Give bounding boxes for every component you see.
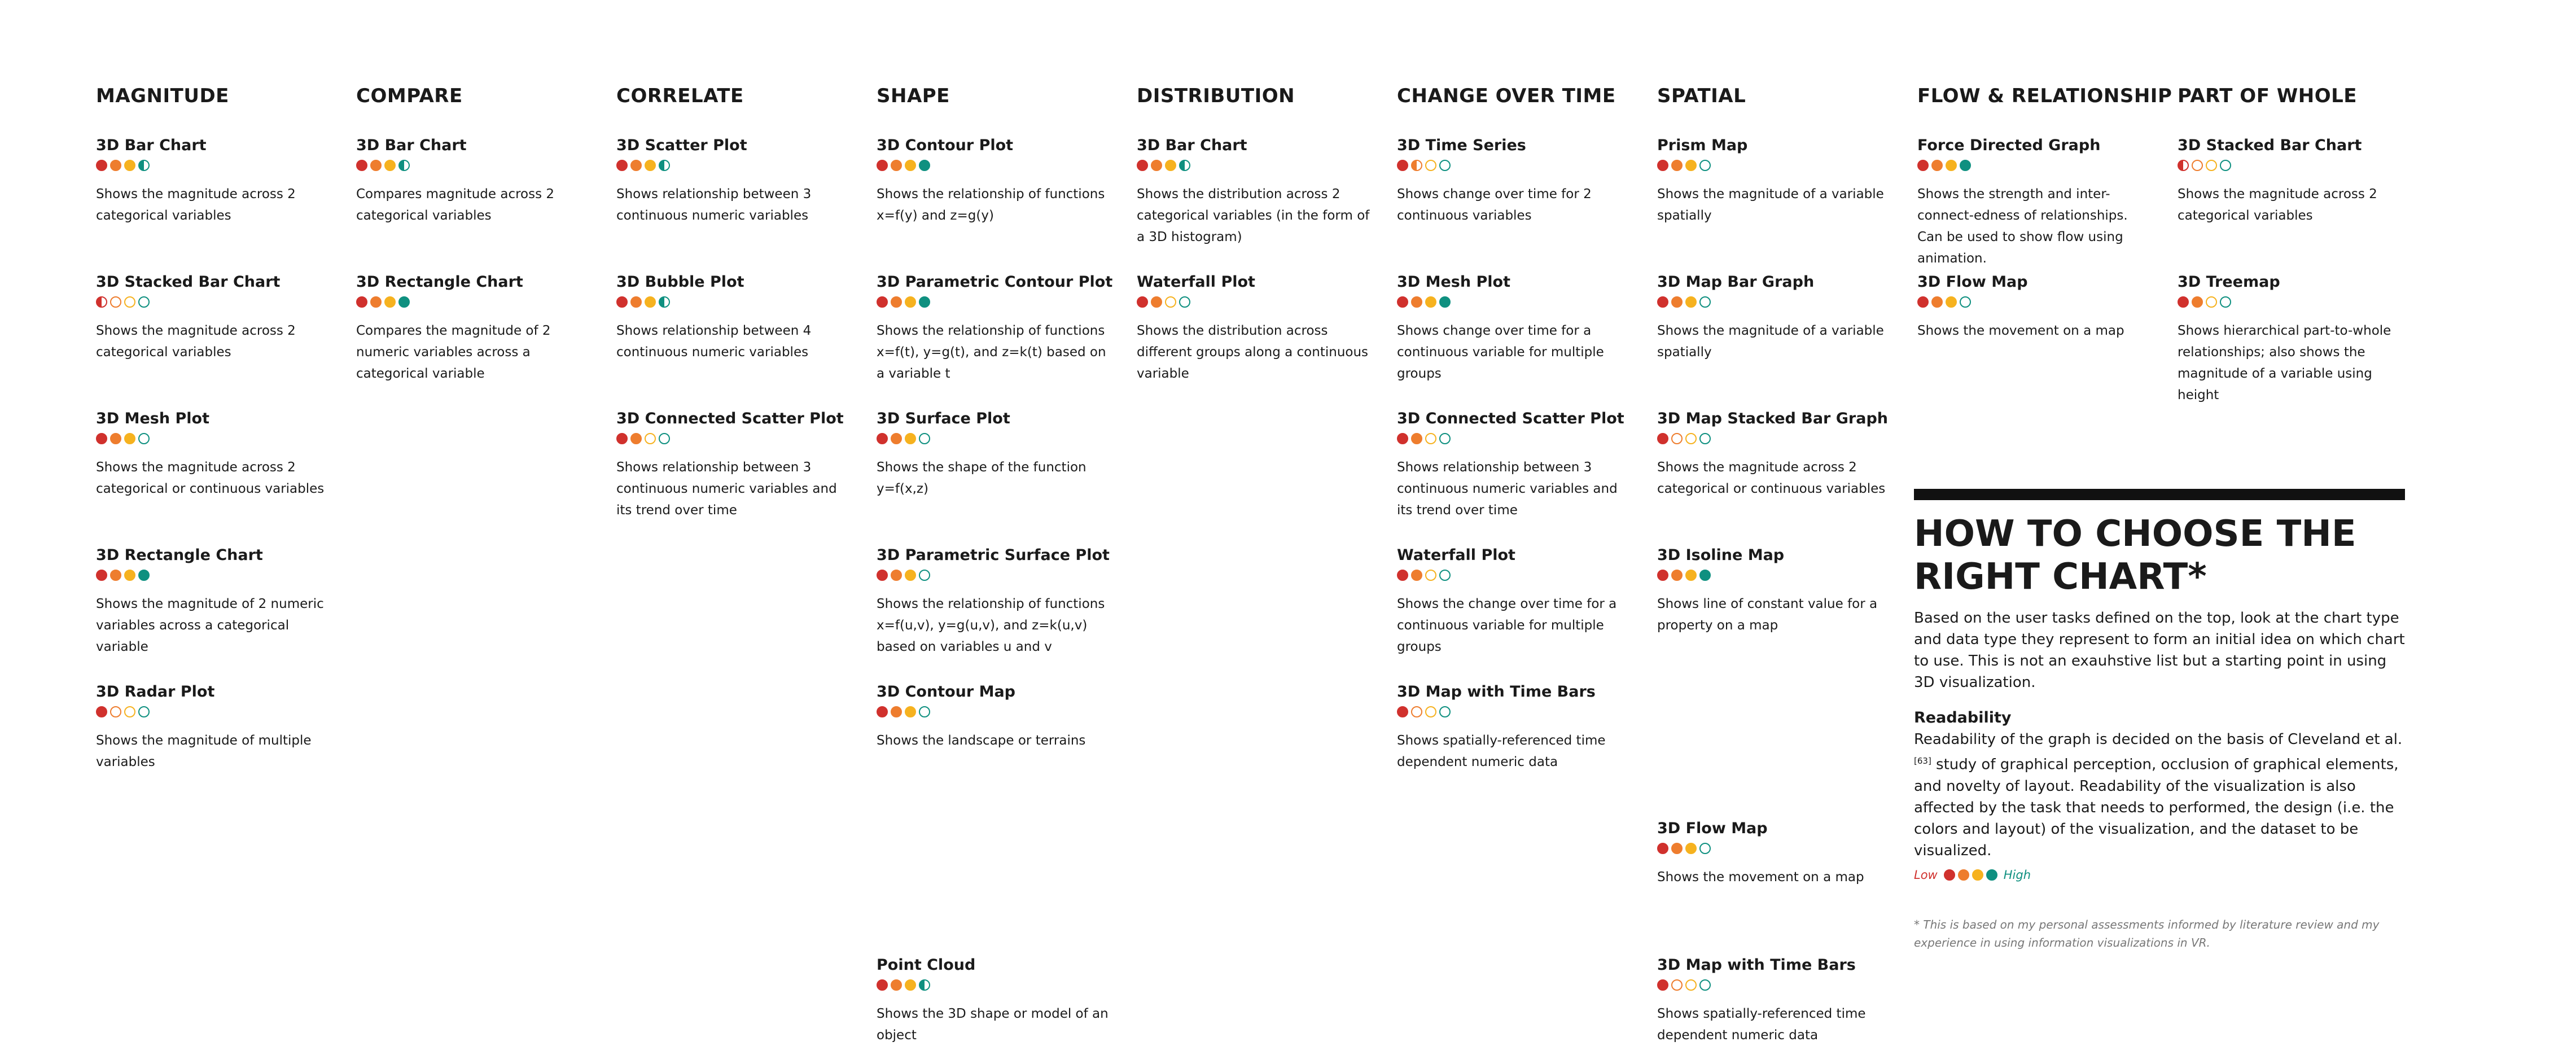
readability-rating xyxy=(1657,296,1894,309)
chart-item xyxy=(1397,410,1634,521)
chart-item-title: 3D Map with Time Bars xyxy=(1397,683,1596,701)
rating-dot-full-red xyxy=(96,433,107,444)
rating-dot-full-yellow xyxy=(1946,296,1957,308)
rating-dot-empty-yellow xyxy=(1685,979,1697,991)
rating-dot-empty-green xyxy=(1439,433,1451,444)
rating-dot-empty-yellow xyxy=(1165,296,1176,308)
rating-dot-full-orange xyxy=(1931,296,1943,308)
chart-item-title: 3D Time Series xyxy=(1397,137,1526,154)
chart-item xyxy=(96,683,333,773)
readability-rating xyxy=(96,160,333,172)
rating-dot-full-red xyxy=(96,160,107,171)
rating-dot-full-orange xyxy=(1671,570,1683,581)
chart-item-title: 3D Stacked Bar Chart xyxy=(2178,137,2362,154)
readability-rating xyxy=(1657,843,1894,855)
rating-dot-half-red xyxy=(2178,160,2189,171)
chart-item-title: Waterfall Plot xyxy=(1397,546,1515,564)
chart-item xyxy=(1397,546,1634,658)
chart-item-description: Shows the magnitude of 2 numeric variables across a categorical variable xyxy=(96,597,324,654)
chart-item-title: 3D Bar Chart xyxy=(1137,137,1247,154)
rating-dot-full-orange xyxy=(630,296,642,308)
chart-item-title: Point Cloud xyxy=(877,956,976,974)
column-title: FLOW & RELATIONSHIP xyxy=(1917,85,2172,107)
chart-item-title: 3D Map with Time Bars xyxy=(1657,956,1856,974)
rating-dot-empty-green xyxy=(1699,160,1711,171)
chart-item-title: 3D Parametric Contour Plot xyxy=(877,273,1113,291)
divider-bar xyxy=(1914,489,2405,500)
rating-dot-full-orange xyxy=(1411,570,1422,581)
rating-dot-full-orange xyxy=(1671,296,1683,308)
rating-dot-full-yellow xyxy=(905,296,916,308)
rating-dot-full-green xyxy=(1960,160,1971,171)
readability-rating xyxy=(1917,296,2154,309)
chart-item-description: Shows hierarchical part-to-whole relationships; also shows the magnitude of a variable using height xyxy=(2178,323,2391,402)
chart-item-title: 3D Parametric Surface Plot xyxy=(877,546,1110,564)
rating-dot-empty-yellow xyxy=(2206,160,2217,171)
chart-item xyxy=(1657,820,1894,888)
rating-dot-full-red xyxy=(1917,296,1929,308)
chart-item xyxy=(1137,273,1374,384)
rating-dot-empty-green xyxy=(919,706,930,717)
chart-item xyxy=(1657,410,1894,500)
rating-dot-full-green xyxy=(1439,296,1451,308)
rating-dot-empty-yellow xyxy=(1425,160,1436,171)
rating-dot-full-red xyxy=(96,570,107,581)
column-title: SHAPE xyxy=(877,85,950,107)
rating-dot-full-orange xyxy=(110,570,121,581)
readability-reference: [63] xyxy=(1914,756,1931,766)
chart-item-title: 3D Mesh Plot xyxy=(1397,273,1510,291)
legend-dot-orange xyxy=(1958,869,1969,881)
chart-item-title: 3D Bubble Plot xyxy=(616,273,744,291)
rating-dot-full-red xyxy=(1657,979,1668,991)
rating-dot-full-yellow xyxy=(905,160,916,171)
rating-dot-full-yellow xyxy=(124,570,135,581)
rating-dot-full-red xyxy=(877,433,888,444)
rating-dot-full-orange xyxy=(630,433,642,444)
rating-dot-full-red xyxy=(356,296,367,308)
rating-dot-empty-green xyxy=(919,570,930,581)
readability-rating xyxy=(877,296,1114,309)
chart-item xyxy=(96,546,333,658)
rating-dot-full-yellow xyxy=(905,706,916,717)
rating-dot-empty-green xyxy=(138,296,150,308)
chart-item-description: Compares magnitude across 2 categorical variables xyxy=(356,187,555,223)
rating-dot-full-yellow xyxy=(124,433,135,444)
readability-rating xyxy=(877,979,1114,992)
chart-item-description: Shows the magnitude across 2 categorical or continuous variables xyxy=(96,460,325,496)
howto-title: HOW TO CHOOSE THE RIGHT CHART* xyxy=(1914,513,2356,598)
chart-item xyxy=(2178,137,2415,226)
chart-item-description: Shows relationship between 3 continuous numeric variables and its trend over time xyxy=(616,460,837,518)
rating-dot-full-orange xyxy=(1671,843,1683,854)
readability-rating xyxy=(1657,433,1894,445)
chart-item xyxy=(2178,273,2415,406)
rating-dot-full-red xyxy=(877,296,888,308)
readability-rating xyxy=(1397,160,1634,172)
chart-item-description: Shows relationship between 3 continuous numeric variables and its trend over time xyxy=(1397,460,1618,518)
column-title: MAGNITUDE xyxy=(96,85,229,107)
readability-rating xyxy=(96,570,333,582)
chart-item xyxy=(877,683,1114,751)
chart-item-description: Compares the magnitude of 2 numeric variables across a categorical variable xyxy=(356,323,551,381)
readability-rating xyxy=(616,160,853,172)
rating-dot-full-yellow xyxy=(645,296,656,308)
chart-item-description: Shows line of constant value for a property on a map xyxy=(1657,597,1878,633)
chart-item xyxy=(877,137,1114,226)
chart-item-title: 3D Isoline Map xyxy=(1657,546,1785,564)
rating-dot-full-red xyxy=(1397,570,1408,581)
rating-dot-full-green xyxy=(919,160,930,171)
how-to-panel xyxy=(1914,489,2405,952)
rating-dot-empty-orange xyxy=(1671,433,1683,444)
chart-item-title: Waterfall Plot xyxy=(1137,273,1255,291)
legend-dot-yellow xyxy=(1972,869,1983,881)
rating-dot-full-yellow xyxy=(1685,570,1697,581)
rating-dot-half-green xyxy=(659,160,670,171)
rating-dot-full-orange xyxy=(1411,296,1422,308)
rating-dot-full-red xyxy=(1397,296,1408,308)
rating-dot-empty-yellow xyxy=(645,433,656,444)
rating-dot-empty-green xyxy=(1439,570,1451,581)
chart-item-title: 3D Treemap xyxy=(2178,273,2280,291)
readability-title: Readability xyxy=(1914,709,2012,726)
chart-item-description: Shows spatially-referenced time dependent numeric data xyxy=(1397,733,1606,769)
rating-dot-full-red xyxy=(1397,706,1408,717)
readability-rating xyxy=(1397,433,1634,445)
chart-item-title: 3D Rectangle Chart xyxy=(356,273,523,291)
rating-dot-full-orange xyxy=(110,160,121,171)
rating-dot-empty-yellow xyxy=(124,296,135,308)
readability-rating xyxy=(2178,296,2415,309)
column-title: COMPARE xyxy=(356,85,463,107)
rating-dot-half-green xyxy=(659,296,670,308)
rating-dot-empty-green xyxy=(1960,296,1971,308)
chart-item-description: Shows the magnitude across 2 categorical variables xyxy=(96,187,296,223)
readability-text xyxy=(1914,729,2405,861)
chart-item-description: Shows the movement on a map xyxy=(1917,323,2124,338)
rating-dot-empty-green xyxy=(1699,296,1711,308)
column-title: SPATIAL xyxy=(1657,85,1746,107)
rating-dot-full-red xyxy=(1657,433,1668,444)
rating-dot-full-red xyxy=(356,160,367,171)
rating-dot-full-yellow xyxy=(905,570,916,581)
rating-dot-full-yellow xyxy=(1685,296,1697,308)
rating-dot-full-red xyxy=(616,160,628,171)
rating-dot-full-orange xyxy=(110,433,121,444)
rating-dot-empty-green xyxy=(1699,843,1711,854)
legend-low-label: Low xyxy=(1914,868,1938,882)
rating-dot-full-red xyxy=(2178,296,2189,308)
rating-dot-full-orange xyxy=(891,433,902,444)
rating-dot-full-red xyxy=(96,706,107,717)
rating-dot-full-orange xyxy=(370,296,382,308)
rating-dot-full-yellow xyxy=(905,979,916,991)
rating-dot-full-red xyxy=(877,706,888,717)
rating-dot-empty-green xyxy=(138,433,150,444)
column-title: CHANGE OVER TIME xyxy=(1397,85,1616,107)
chart-item-title: 3D Bar Chart xyxy=(96,137,207,154)
rating-dot-half-green xyxy=(919,979,930,991)
rating-dot-full-red xyxy=(1657,570,1668,581)
readability-rating xyxy=(1917,160,2154,172)
chart-item-description: Shows the distribution across 2 categorical variables (in the form of a 3D histogram) xyxy=(1137,187,1370,244)
readability-rating xyxy=(356,160,593,172)
rating-dot-full-orange xyxy=(891,160,902,171)
rating-dot-full-red xyxy=(1397,160,1408,171)
rating-dot-full-red xyxy=(877,979,888,991)
rating-dot-full-yellow xyxy=(1685,843,1697,854)
chart-item xyxy=(1397,137,1634,226)
rating-dot-full-yellow xyxy=(384,296,396,308)
rating-dot-full-yellow xyxy=(1425,296,1436,308)
rating-dot-full-green xyxy=(398,296,410,308)
readability-rating xyxy=(1657,160,1894,172)
rating-dot-full-red xyxy=(877,160,888,171)
footnote: * This is based on my personal assessments informed by literature review and my experience in using information visualizations in VR. xyxy=(1914,917,2380,949)
chart-item-description: Shows the strength and inter-connect-edness of relationships. Can be used to show flow using animation. xyxy=(1917,187,2128,266)
readability-rating xyxy=(356,296,593,309)
chart-item xyxy=(1137,137,1374,248)
rating-dot-empty-yellow xyxy=(124,706,135,717)
rating-dot-full-orange xyxy=(891,570,902,581)
chart-item-title: 3D Rectangle Chart xyxy=(96,546,263,564)
column-title: CORRELATE xyxy=(616,85,744,107)
rating-dot-full-red xyxy=(1657,843,1668,854)
rating-dot-full-yellow xyxy=(1946,160,1957,171)
chart-item-description: Shows the magnitude of a variable spatially xyxy=(1657,187,1884,223)
rating-dot-empty-green xyxy=(1179,296,1190,308)
chart-item-title: 3D Radar Plot xyxy=(96,683,215,701)
readability-rating xyxy=(877,160,1114,172)
chart-item-description: Shows the change over time for a continuous variable for multiple groups xyxy=(1397,597,1617,654)
chart-item-title: 3D Connected Scatter Plot xyxy=(616,410,844,427)
chart-item-description: Shows the magnitude of a variable spatially xyxy=(1657,323,1884,360)
rating-dot-full-orange xyxy=(1931,160,1943,171)
chart-item-title: 3D Contour Map xyxy=(877,683,1015,701)
chart-item xyxy=(877,273,1114,384)
readability-rating xyxy=(1397,570,1634,582)
rating-dot-empty-orange xyxy=(1671,979,1683,991)
rating-dot-full-yellow xyxy=(384,160,396,171)
chart-item-title: 3D Surface Plot xyxy=(877,410,1010,427)
rating-dot-empty-orange xyxy=(110,296,121,308)
chart-item xyxy=(356,273,593,384)
chart-item-description: Shows the magnitude of multiple variables xyxy=(96,733,312,769)
rating-dot-full-orange xyxy=(1151,296,1162,308)
chart-item-title: Force Directed Graph xyxy=(1917,137,2101,154)
rating-dot-full-red xyxy=(1397,433,1408,444)
chart-item-description: Shows the relationship of functions x=f(t), y=g(t), and z=k(t) based on a variable t xyxy=(877,323,1106,381)
rating-dot-empty-yellow xyxy=(1425,570,1436,581)
chart-item-title: 3D Flow Map xyxy=(1917,273,2028,291)
chart-item-title: 3D Stacked Bar Chart xyxy=(96,273,281,291)
rating-dot-full-orange xyxy=(1671,160,1683,171)
readability-legend xyxy=(1914,868,2405,882)
rating-dot-full-green xyxy=(138,570,150,581)
chart-item xyxy=(96,273,333,363)
howto-intro: Based on the user tasks defined on the top, look at the chart type and data type they represent to form an initial idea on which chart to use. This is not an exauhstive list but a starting point in using 3D visualization. xyxy=(1914,610,2405,691)
readability-rating xyxy=(877,570,1114,582)
rating-dot-full-red xyxy=(877,570,888,581)
rating-dot-full-orange xyxy=(2192,296,2203,308)
chart-item xyxy=(1657,956,1894,1046)
chart-item xyxy=(1917,273,2154,342)
rating-dot-empty-yellow xyxy=(1685,433,1697,444)
rating-dot-full-yellow xyxy=(905,433,916,444)
readability-text-part-1: Readability of the graph is decided on the basis of Cleveland et al. xyxy=(1914,731,2403,748)
chart-item-description: Shows relationship between 3 continuous numeric variables xyxy=(616,187,812,223)
chart-item-description: Shows change over time for 2 continuous variables xyxy=(1397,187,1592,223)
readability-rating xyxy=(877,433,1114,445)
chart-item-title: 3D Contour Plot xyxy=(877,137,1014,154)
rating-dot-full-yellow xyxy=(124,160,135,171)
chart-item xyxy=(96,137,333,226)
readability-rating xyxy=(96,296,333,309)
rating-dot-empty-green xyxy=(138,706,150,717)
chart-item xyxy=(877,546,1114,658)
rating-dot-empty-yellow xyxy=(1425,433,1436,444)
rating-dot-full-red xyxy=(1137,296,1148,308)
chart-item xyxy=(356,137,593,226)
chart-item-title: 3D Map Stacked Bar Graph xyxy=(1657,410,1889,427)
column-title: PART OF WHOLE xyxy=(2178,85,2358,107)
chart-item-description: Shows the 3D shape or model of an object xyxy=(877,1006,1109,1043)
rating-dot-half-green xyxy=(138,160,150,171)
chart-item xyxy=(616,137,853,226)
readability-text-part-2: study of graphical perception, occlusion of graphical elements, and novelty of layout. Readability of the visualization is also affected by the task that needs to performed, the design (i.e. the colors and layout) of the visualization, and the dataset to be visualized. xyxy=(1914,756,2399,859)
rating-dot-full-red xyxy=(1917,160,1929,171)
chart-item xyxy=(1657,137,1894,226)
readability-rating xyxy=(96,706,333,719)
chart-item-description: Shows the shape of the function y=f(x,z) xyxy=(877,460,1087,496)
rating-dot-half-green xyxy=(1179,160,1190,171)
rating-dot-full-yellow xyxy=(645,160,656,171)
chart-item-title: 3D Map Bar Graph xyxy=(1657,273,1815,291)
rating-dot-empty-orange xyxy=(110,706,121,717)
readability-rating xyxy=(616,296,853,309)
legend-dot-green xyxy=(1986,869,1997,881)
chart-item xyxy=(616,273,853,363)
rating-dot-empty-green xyxy=(2220,160,2231,171)
readability-rating xyxy=(1137,296,1374,309)
readability-rating xyxy=(1397,296,1634,309)
rating-dot-full-orange xyxy=(891,979,902,991)
chart-item xyxy=(1397,273,1634,384)
column-title: DISTRIBUTION xyxy=(1137,85,1295,107)
readability-rating xyxy=(616,433,853,445)
rating-dot-empty-green xyxy=(1439,706,1451,717)
readability-rating xyxy=(2178,160,2415,172)
legend-dot-red xyxy=(1944,869,1955,881)
readability-rating xyxy=(1657,570,1894,582)
chart-item xyxy=(877,410,1114,500)
readability-rating xyxy=(1397,706,1634,719)
chart-item-title: 3D Flow Map xyxy=(1657,820,1768,837)
rating-dot-empty-green xyxy=(2220,296,2231,308)
chart-item-description: Shows the magnitude across 2 categorical variables xyxy=(2178,187,2377,223)
rating-dot-empty-yellow xyxy=(2206,296,2217,308)
rating-dot-full-red xyxy=(1657,160,1668,171)
chart-item-description: Shows the relationship of functions x=f(u,v), y=g(u,v), and z=k(u,v) based on variables u and v xyxy=(877,597,1105,654)
rating-dot-full-orange xyxy=(1151,160,1162,171)
rating-dot-empty-green xyxy=(1699,979,1711,991)
chart-item-description: Shows the magnitude across 2 categorical or continuous variables xyxy=(1657,460,1886,496)
chart-item-description: Shows relationship between 4 continuous numeric variables xyxy=(616,323,812,360)
rating-dot-empty-green xyxy=(919,433,930,444)
readability-rating xyxy=(1657,979,1894,992)
chart-item-title: 3D Bar Chart xyxy=(356,137,467,154)
chart-item-description: Shows the magnitude across 2 categorical variables xyxy=(96,323,296,360)
rating-dot-full-orange xyxy=(891,296,902,308)
rating-dot-empty-green xyxy=(659,433,670,444)
chart-item-description: Shows spatially-referenced time dependent numeric data xyxy=(1657,1006,1866,1043)
chart-item-description: Shows change over time for a continuous variable for multiple groups xyxy=(1397,323,1604,381)
rating-dot-full-red xyxy=(616,296,628,308)
chart-item-description: Shows the relationship of functions x=f(y) and z=g(y) xyxy=(877,187,1105,223)
rating-dot-empty-yellow xyxy=(1425,706,1436,717)
rating-dot-full-red xyxy=(616,433,628,444)
chart-item xyxy=(1917,137,2154,269)
rating-dot-full-green xyxy=(919,296,930,308)
rating-dot-full-orange xyxy=(370,160,382,171)
legend-high-label: High xyxy=(2003,868,2031,882)
chart-item-title: 3D Scatter Plot xyxy=(616,137,747,154)
chart-item xyxy=(96,410,333,500)
rating-dot-empty-orange xyxy=(1411,706,1422,717)
chart-item xyxy=(616,410,853,521)
rating-dot-half-green xyxy=(398,160,410,171)
chart-item-description: Shows the movement on a map xyxy=(1657,870,1864,885)
rating-dot-full-yellow xyxy=(1165,160,1176,171)
chart-item-title: Prism Map xyxy=(1657,137,1748,154)
rating-dot-empty-orange xyxy=(2192,160,2203,171)
chart-item-title: 3D Connected Scatter Plot xyxy=(1397,410,1624,427)
readability-rating xyxy=(96,433,333,445)
chart-item xyxy=(1657,546,1894,636)
rating-dot-empty-green xyxy=(1439,160,1451,171)
rating-dot-full-orange xyxy=(891,706,902,717)
chart-item xyxy=(1397,683,1634,773)
rating-dot-full-red xyxy=(1657,296,1668,308)
chart-item-title: 3D Mesh Plot xyxy=(96,410,209,427)
rating-dot-full-orange xyxy=(630,160,642,171)
rating-dot-full-red xyxy=(1137,160,1148,171)
rating-dot-half-orange xyxy=(1411,160,1422,171)
readability-rating xyxy=(1137,160,1374,172)
rating-dot-full-green xyxy=(1699,570,1711,581)
readability-rating xyxy=(877,706,1114,719)
chart-item xyxy=(1657,273,1894,363)
rating-dot-full-orange xyxy=(1411,433,1422,444)
chart-item-description: Shows the landscape or terrains xyxy=(877,733,1086,748)
rating-dot-empty-green xyxy=(1699,433,1711,444)
rating-dot-half-red xyxy=(96,296,107,308)
chart-item xyxy=(877,956,1114,1046)
rating-dot-full-yellow xyxy=(1685,160,1697,171)
chart-item-description: Shows the distribution across different groups along a continuous variable xyxy=(1137,323,1369,381)
